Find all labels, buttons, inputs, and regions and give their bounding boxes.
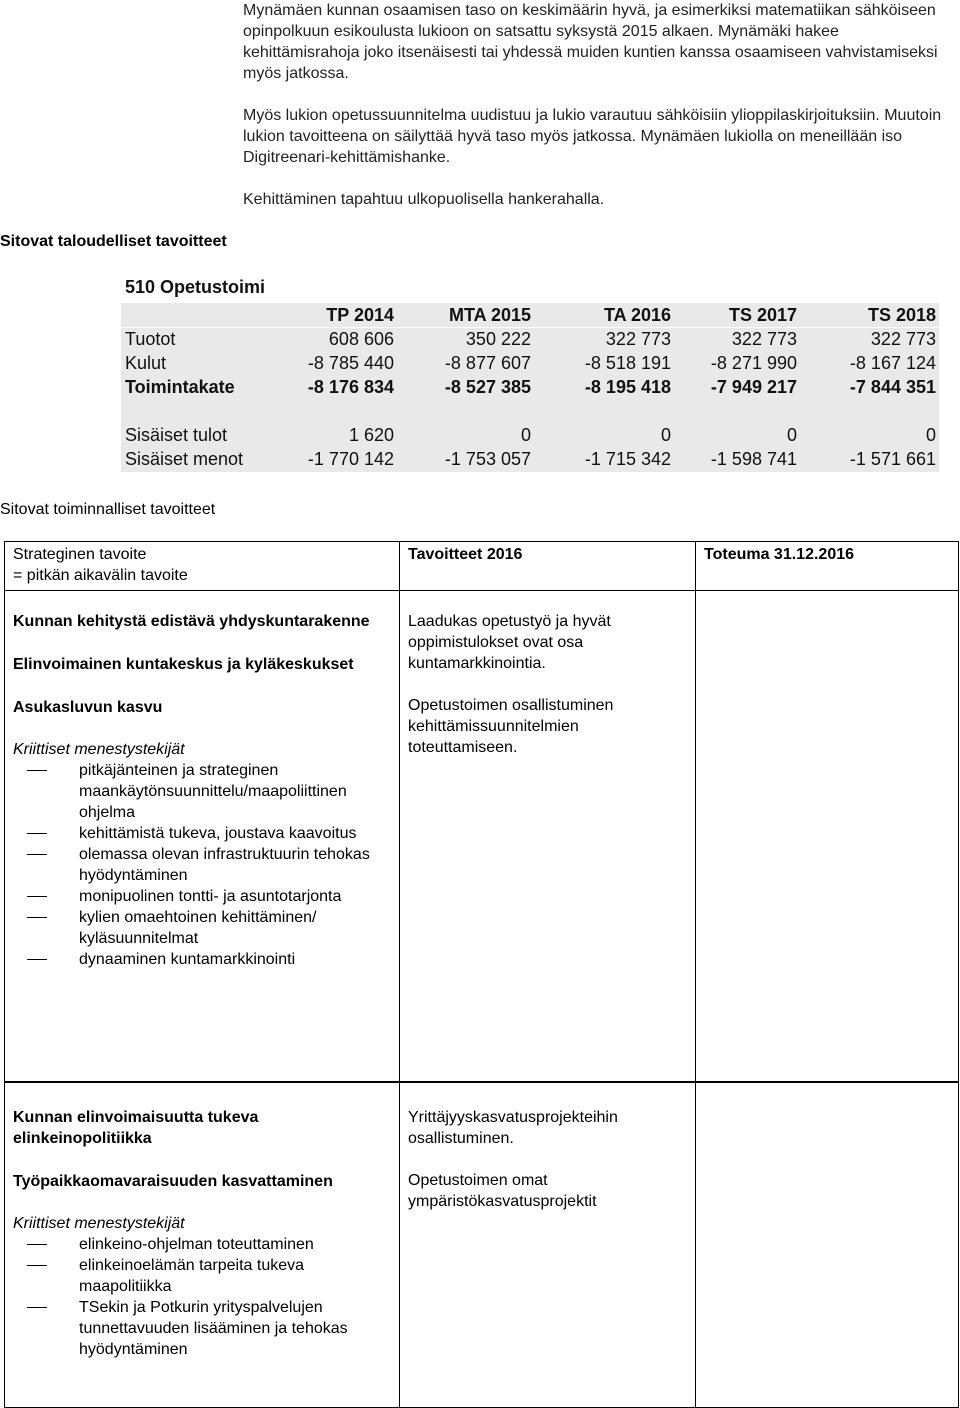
target-text: Yrittäjyyskasvatusprojekteihin osallistuminen. <box>408 1109 618 1147</box>
target-text: Opetustoimen osallistuminen kehittämissuunnitelmien toteuttamiseen. <box>408 697 614 756</box>
row-label: Kulut <box>125 353 167 373</box>
list-item: kylien omaehtoinen kehittäminen/ kyläsuunnitelmat <box>13 907 391 949</box>
header-outcome: Toteuma 31.12.2016 <box>696 542 959 591</box>
list-item: olemassa olevan infrastruktuurin tehokas hyödyntäminen <box>13 844 391 886</box>
targets-cell <box>400 1082 696 1408</box>
finance-title: 510 Opetustoimi <box>125 277 266 297</box>
col-header: TA 2016 <box>603 305 671 325</box>
goals-table <box>4 541 959 1408</box>
list-item: elinkeinoelämän tarpeita tukeva maapolitiikka <box>13 1255 391 1297</box>
goal-title: Kunnan elinvoimaisuutta tukeva elinkeinopolitiikka <box>13 1109 259 1147</box>
intro-paragraph-3: Kehittäminen tapahtuu ulkopuolisella hankerahalla. <box>243 191 605 208</box>
targets-cell <box>400 591 696 1083</box>
strategic-goal-cell <box>5 591 400 1083</box>
table-cell: -7 844 351 <box>849 377 936 397</box>
col-header: TS 2017 <box>728 305 797 325</box>
operational-goals-heading: Sitovat toiminnalliset tavoitteet <box>0 501 216 518</box>
table-cell: -1 753 057 <box>444 449 531 469</box>
goals-row <box>5 591 959 1083</box>
header-targets: Tavoitteet 2016 <box>400 542 696 591</box>
goal-title: Elinvoimainen kuntakeskus ja kyläkeskukset <box>13 656 354 673</box>
target-text: Laadukas opetustyö ja hyvät oppimistulokset ovat osa kuntamarkkinointia. <box>408 613 611 672</box>
row-label: Tuotot <box>125 329 176 349</box>
list-item: TSekin ja Potkurin yrityspalvelujen tunnettavuuden lisääminen ja tehokas hyödyntäminen <box>13 1297 391 1360</box>
row-label: Toimintakate <box>125 377 235 397</box>
finance-table <box>121 277 939 472</box>
critical-factors-title: Kriittiset menestystekijät <box>13 741 185 758</box>
list-item: kehittämistä tukeva, joustava kaavoitus <box>13 823 391 844</box>
col-header: TS 2018 <box>867 305 936 325</box>
table-cell: -1 770 142 <box>307 449 394 469</box>
header-strategic-goal: Strateginen tavoite <box>13 546 147 563</box>
table-cell: 322 773 <box>870 329 936 349</box>
table-cell: 322 773 <box>605 329 671 349</box>
goals-header-row <box>5 542 959 591</box>
intro-paragraph-2: Myös lukion opetussuunnitelma uudistuu ja lukio varautuu sähköisiin ylioppilaskirjoituksiin. Muutoin lukion tavoitteena on säilyttää hyvä taso myös jatkossa. Mynämäen lukiolla on meneillään iso Digitreenari-kehittämishanke. <box>243 107 942 166</box>
table-cell: 322 773 <box>731 329 797 349</box>
target-text: Opetustoimen omat ympäristökasvatusprojektit <box>408 1172 597 1210</box>
table-cell: 0 <box>520 425 531 445</box>
critical-factors-list <box>13 760 391 970</box>
goal-title: Asukasluvun kasvu <box>13 699 163 716</box>
critical-factors-title: Kriittiset menestystekijät <box>13 1215 185 1232</box>
table-cell: -8 785 440 <box>307 353 394 373</box>
table-cell: -8 195 418 <box>584 377 671 397</box>
table-cell: -8 877 607 <box>444 353 531 373</box>
header-cell <box>5 542 400 591</box>
table-cell: 0 <box>925 425 936 445</box>
table-cell: 350 222 <box>465 329 531 349</box>
col-header: TP 2014 <box>326 305 394 325</box>
row-label: Sisäiset tulot <box>125 425 228 445</box>
table-cell: 0 <box>660 425 671 445</box>
table-cell: -1 598 741 <box>710 449 797 469</box>
table-cell: -7 949 217 <box>710 377 797 397</box>
goal-title: Työpaikkaomavaraisuuden kasvattaminen <box>13 1173 333 1190</box>
critical-factors-list <box>13 1234 391 1360</box>
table-cell: -8 271 990 <box>710 353 797 373</box>
finance-row-bg <box>121 400 939 424</box>
intro-paragraph-1: Mynämäen kunnan osaamisen taso on keskimäärin hyvä, ja esimerkiksi matematiikan sähköiseen opinpolkuun esikoulusta lukioon on satsattu syksystä 2015 alkaen. Mynämäki hakee kehittämisrahoja joko itsenäisesti tai yhdessä muiden kuntien kanssa osaamiseen vahvistamiseksi myös jatkossa. <box>243 2 938 82</box>
table-cell: -1 715 342 <box>584 449 671 469</box>
table-cell: 0 <box>786 425 797 445</box>
goals-row <box>5 1082 959 1408</box>
table-cell: -8 527 385 <box>444 377 531 397</box>
table-cell: -8 167 124 <box>849 353 936 373</box>
table-cell: -8 176 834 <box>307 377 394 397</box>
table-cell: 1 620 <box>348 425 394 445</box>
outcome-cell <box>696 1082 959 1408</box>
table-cell: 608 606 <box>328 329 394 349</box>
list-item: pitkäjänteinen ja strateginen maankäytönsuunnittelu/maapoliittinen ohjelma <box>13 760 391 823</box>
outcome-cell <box>696 591 959 1083</box>
row-label: Sisäiset menot <box>125 449 244 469</box>
table-cell: -8 518 191 <box>584 353 671 373</box>
list-item: monipuolinen tontti- ja asuntotarjonta <box>13 886 391 907</box>
col-header: MTA 2015 <box>448 305 531 325</box>
goal-title: Kunnan kehitystä edistävä yhdyskuntarakenne <box>13 613 370 630</box>
list-item: elinkeino-ohjelman toteuttaminen <box>13 1234 391 1255</box>
table-cell: -1 571 661 <box>849 449 936 469</box>
intro-text <box>243 0 943 210</box>
list-item: dynaaminen kuntamarkkinointi <box>13 949 391 970</box>
strategic-goal-cell <box>5 1082 400 1408</box>
header-long-term-goal: = pitkän aikavälin tavoite <box>13 567 188 584</box>
financial-goals-heading: Sitovat taloudelliset tavoitteet <box>0 233 227 250</box>
